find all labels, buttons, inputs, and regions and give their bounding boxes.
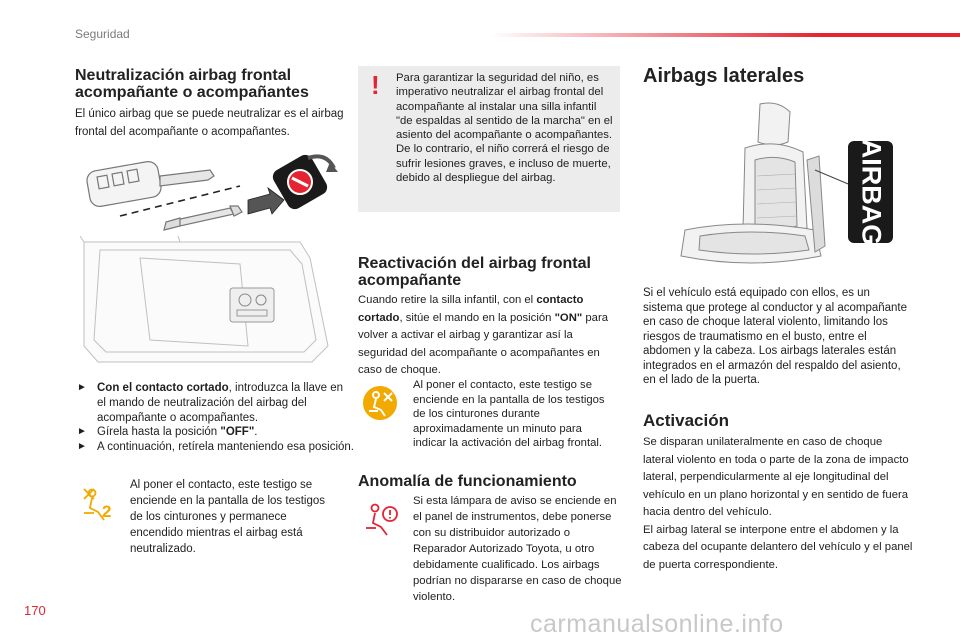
reactivation-title: Reactivación del airbag frontal acompañante (358, 255, 591, 289)
malfunction-note: Si esta lámpara de aviso se enciende en el panel de instrumentos, debe ponerse con su distribuidor autorizado o Reparador Autorizado Toyota, u otro debidamente cualificado. Los airbags podrían no dispararse en caso de choque violento. (413, 495, 622, 603)
warning-icon: ! (371, 70, 380, 100)
neutralization-title: Neutralización airbag frontal acompañante o acompañantes (75, 67, 309, 101)
step-3-text: A continuación, retírela manteniendo esa posición. (97, 441, 354, 454)
reactivation-bold-2: "ON" (554, 311, 583, 324)
arrow-icon: ► (77, 426, 87, 438)
header-rule (490, 33, 960, 37)
indicator-digit: 2 (102, 502, 112, 521)
reactivation-pre: Cuando retire la silla infantil, con el (358, 294, 537, 306)
off-indicator-note: Al poner el contacto, este testigo se enciende en la pantalla de los testigos de los cinturones y permanece encendido mientras el airbag está neutralizado. (130, 479, 326, 555)
glovebox-illustration (80, 236, 335, 371)
side-airbags-title: Airbags laterales (643, 65, 805, 87)
reactivation-mid: , sitúe el mando en la posición (399, 311, 555, 324)
malfunction-title: Anomalía de funcionamiento (358, 473, 577, 490)
key-switch-illustration (80, 148, 340, 233)
activation-text: Se disparan unilateralmente en caso de choque lateral violento en toda o parte de la zona de impacto lateral, perpendicularmente al eje longitudinal del vehículo en un plano horizontal y en sentido de fuera hacia dentro del vehículo. El airbag lateral se interpone entre el abdomen y la cabeza del ocupante delantero del vehículo y el panel de puerta correspondiente. (643, 436, 913, 571)
activation-title: Activación (643, 411, 729, 430)
airbag-label-text: AIRBAG (856, 138, 886, 246)
step-1 (75, 381, 355, 425)
step-2-text: Gírela hasta la posición (97, 426, 221, 439)
arrow-icon: ► (77, 382, 87, 393)
step-3 (75, 440, 355, 455)
warning-text: Para garantizar la seguridad del niño, es imperativo neutralizar el airbag frontal del acompañante al instalar una silla infantil "de espaldas al sentido de la marcha" en el asiento del acompañante o acompañantes. De lo contrario, el niño correrá el riesgo de sufrir lesiones graves, e incluso de muerte, debido al despliegue del airbag. (396, 72, 613, 185)
neutralization-steps (75, 381, 355, 455)
side-airbags-description: Si el vehículo está equipado con ellos, es un sistema que protege al conductor y al acompañante en caso de choque lateral violento, limitando los riesgos de traumatismo en el busto, entre el abdomen y la cabeza. Los airbags laterales están integrados en el armazón del respaldo del asiento, en el lado de la puerta. (643, 287, 908, 386)
watermark: carmanualsonline.info (530, 610, 784, 638)
page-number: 170 (24, 603, 46, 618)
step-2-bold: "OFF" (220, 426, 255, 439)
step-2 (75, 425, 355, 440)
arrow-icon: ► (77, 441, 87, 453)
reactivation-bold-1: contacto cortado (358, 294, 584, 324)
airbag-label-badge (848, 138, 893, 246)
reactivation-post: para volver a activar el airbag y garantizar así la seguridad del acompañante o acompañantes en caso de choque. (358, 311, 608, 376)
section-label: Seguridad (75, 27, 130, 41)
step-2-after: . (254, 426, 258, 439)
reactivation-text (358, 292, 620, 380)
on-indicator-note: Al poner el contacto, este testigo se enciende en la pantalla de los testigos de los cinturones durante aproximadamente un minuto para indicar la activación del airbag frontal. (413, 379, 605, 449)
airbag-fault-icon (362, 500, 402, 540)
neutralization-intro: El único airbag que se puede neutralizar es el airbag frontal del acompañante o acompañantes. (75, 108, 344, 138)
step-1-bold: Con el contacto cortado (97, 382, 229, 394)
airbag-off-indicator-icon (80, 485, 120, 525)
step-1-text: , introduzca la llave en el mando de neutralización del airbag del acompañante o acompañantes. (97, 382, 344, 424)
airbag-on-indicator-icon (362, 385, 398, 421)
